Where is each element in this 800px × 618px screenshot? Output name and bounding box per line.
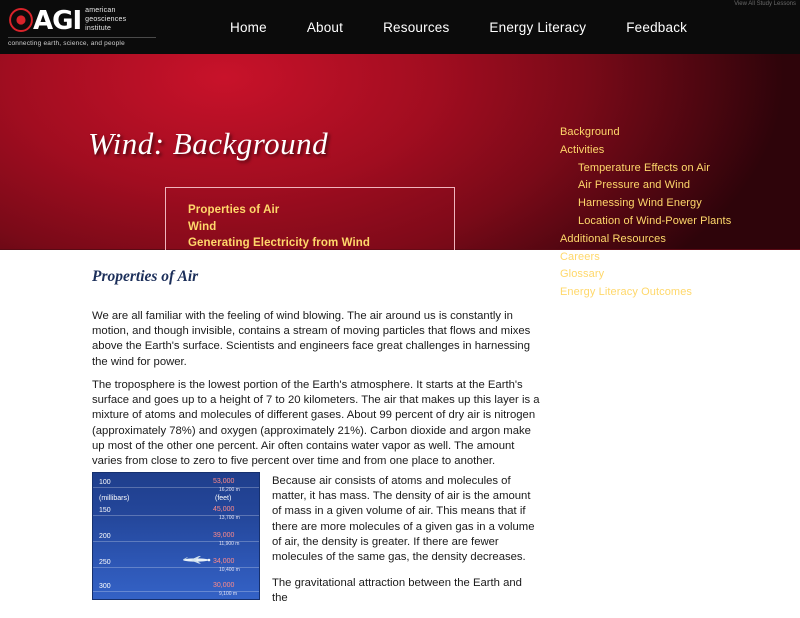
figure-right-tick-0-sub: 16,200 m [219,487,240,493]
nav-item-about[interactable]: About [306,19,344,35]
paragraph-1: We are all familiar with the feeling of wind blowing. The air around us is constantly in motion, and though invisible, contains a stream of moving particles that flows and mixes above the Earth's surface. Scientists and engineers face great challenges in harnessing the wind for power. [92,310,531,368]
article-body [0,250,800,605]
figure-right-tick-3-sub: 10,400 m [219,567,240,573]
corner-note[interactable]: View All Study Lessons [734,1,796,7]
sidebar-item-activities[interactable]: Activities [560,143,605,156]
swirl-icon: ⦿ [8,6,34,37]
nav-item-resources[interactable]: Resources [383,19,450,35]
logo-wordmark: ⦿AGI [8,5,82,37]
sidebar-item-glossary[interactable]: Glossary [560,268,605,281]
logo-lockup [8,5,160,37]
main-navigation [230,20,687,35]
section-heading: Properties of Air [92,268,199,285]
agi-logo[interactable] [0,0,160,54]
sidebar-item-air-pressure-and-wind[interactable]: Air Pressure and Wind [578,179,691,192]
atmosphere-pressure-figure [92,472,260,600]
sidebar-item-temperature-effects-on-air[interactable]: Temperature Effects on Air [578,161,711,174]
figure-right-tick-1-sub: 13,700 m [219,515,240,521]
airplane-icon [179,555,213,564]
figure-left-tick-2: 200 [99,533,111,540]
sidebar-item-careers[interactable]: Careers [560,250,600,263]
figure-left-tick-3: 250 [99,559,111,566]
figure-left-tick-4: 300 [99,583,111,590]
figure-left-tick-0: 100 [99,479,111,486]
figure-right-tick-4-sub: 9,100 m [219,591,238,597]
toc-item-properties-of-air[interactable]: Properties of Air [188,204,280,216]
figure-right-tick-2: 39,000 [213,532,235,539]
paragraph-2: The troposphere is the lowest portion of the Earth's atmosphere. It starts at the Earth's surface and goes up to a height of 7 to 20 kilometers. The air that makes up this layer is a mixture of atoms and molecules of different gases. About 99 percent of dry air is nitrogen (approximately 78%) and oxygen (approximately 21%). Carbon dioxide and argon make up most of the other one percent. Air often contains water vapor as well. The amount varies from close to zero to five percent over time and from one place to another. [92,379,540,468]
nav-item-energy-literacy[interactable]: Energy Literacy [489,19,587,35]
figure-right-tick-1: 45,000 [213,506,235,513]
toc-item-wind[interactable]: Wind [188,220,217,233]
paragraph-4: The gravitational attraction between the Earth and the [272,577,522,605]
figure-right-tick-4: 30,000 [213,582,235,589]
toc-item-generating-electricity-from-wind[interactable]: Generating Electricity from Wind [188,237,371,249]
sidebar-item-harnessing-wind-energy[interactable]: Harnessing Wind Energy [578,197,702,210]
figure-right-tick-2-sub: 11,900 m [219,541,240,547]
section-menu [560,124,795,302]
figure-right-tick-0: 53,000 [213,478,235,485]
figure-left-tick-1: 150 [99,507,111,514]
figure-left-axis-label: (millibars) [99,495,130,502]
sidebar-item-location-of-wind-power-plants[interactable]: Location of Wind-Power Plants [578,214,732,227]
hero-banner [0,54,800,299]
sidebar-item-background[interactable]: Background [560,126,620,138]
nav-item-feedback[interactable]: Feedback [626,19,688,35]
page-title: Wind: Background [88,126,329,161]
logo-institute-name: american geosciences institute [85,7,127,32]
sidebar-item-additional-resources[interactable]: Additional Resources [560,232,666,245]
figure-right-tick-3: 34,000 [213,558,235,565]
site-header [0,0,800,54]
figure-right-axis-label: (feet) [215,495,232,502]
figure-adjacent-text [272,474,540,618]
logo-tagline: connecting earth, science, and people [8,37,156,47]
nav-item-home[interactable]: Home [230,19,267,35]
sidebar-item-energy-literacy-outcomes[interactable]: Energy Literacy Outcomes [560,286,693,299]
paragraph-3: Because air consists of atoms and molecules of matter, it has mass. The density of air is the amount of mass in a given volume of air. This means that if there are more molecules of a given gas in a volume of air, the density is greater. If there are fewer molecules of the same gas, the density decreases. [272,475,535,564]
